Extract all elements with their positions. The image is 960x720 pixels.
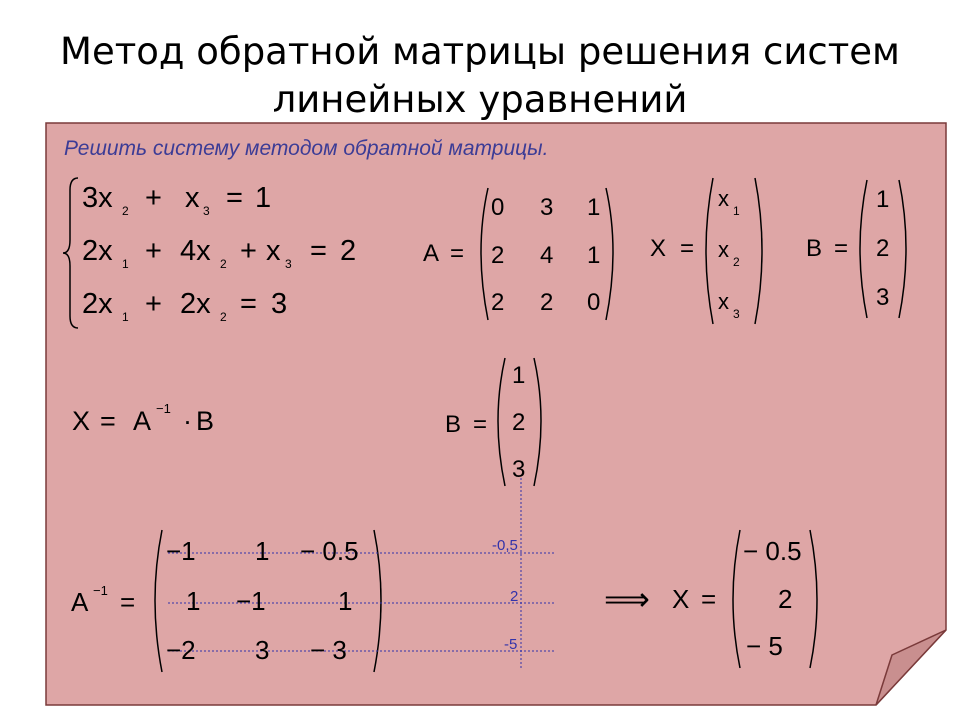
matrix-a-cell: 0	[587, 289, 601, 316]
eq1-term2: x	[185, 182, 200, 214]
matrix-a-cell: 2	[491, 242, 505, 269]
title-line-2: линейных уравнений	[272, 78, 688, 121]
inverse-cell: −2	[166, 635, 196, 665]
inverse-cell: − 0.5	[300, 536, 359, 566]
eq2-eq: =	[310, 235, 327, 267]
formula-x: X	[72, 406, 91, 436]
product-row-1: -0,5	[492, 537, 518, 554]
eq2-term3: x	[266, 235, 281, 267]
matrix-a-name: A	[423, 240, 440, 267]
vector-x-eq: =	[680, 235, 695, 262]
inverse-cell: 3	[255, 635, 270, 665]
eq3-eq: =	[240, 288, 257, 320]
product-row-3: -5	[504, 636, 518, 653]
formula-dot: ·	[183, 406, 192, 436]
inverse-cell: −1	[166, 536, 196, 566]
vector-x-sub: 3	[733, 307, 740, 321]
eq1-sub1: 2	[122, 204, 129, 218]
eq2-sub3: 3	[285, 257, 292, 271]
implies-arrow: ⟹	[604, 581, 650, 617]
inverse-name: A	[71, 587, 89, 617]
matrix-a-eq: =	[450, 240, 465, 267]
inverse-cell: −1	[236, 586, 266, 616]
formula-superscript: −1	[156, 401, 171, 416]
matrix-a-cell: 1	[587, 194, 601, 221]
eq3-op1: +	[145, 288, 162, 320]
result-value: 2	[778, 584, 793, 614]
vector-b2-name: B	[445, 411, 462, 438]
vector-b2-value: 3	[512, 456, 526, 483]
eq2-rhs: 2	[340, 235, 357, 267]
title-line-1: Метод обратной матрицы решения систем	[60, 30, 900, 73]
vector-b2-value: 1	[512, 362, 526, 389]
eq2-term2: 4x	[180, 235, 211, 267]
vector-x-var: x	[718, 237, 729, 262]
result-name: X	[672, 584, 690, 614]
formula-a: A	[133, 406, 152, 436]
eq1-rhs: 1	[255, 182, 272, 214]
eq1-term1: 3x	[82, 182, 113, 214]
eq3-sub1: 1	[122, 310, 129, 324]
inverse-eq: =	[120, 587, 136, 617]
vector-b-value: 2	[876, 235, 890, 262]
vector-b-eq: =	[834, 235, 849, 262]
eq3-rhs: 3	[271, 288, 288, 320]
vector-x-sub: 2	[733, 255, 740, 269]
result-value: − 5	[746, 631, 783, 661]
product-row-2: 2	[510, 588, 519, 605]
eq2-term1: 2x	[82, 235, 113, 267]
result-value: − 0.5	[743, 536, 802, 566]
eq2-op1: +	[145, 235, 162, 267]
eq2-sub1: 1	[122, 257, 129, 271]
formula-b: B	[196, 406, 215, 436]
inverse-cell: 1	[338, 586, 353, 616]
inverse-cell: 1	[186, 586, 201, 616]
eq3-term2: 2x	[180, 288, 211, 320]
matrix-a-cell: 1	[587, 242, 601, 269]
inverse-superscript: −1	[93, 583, 108, 598]
inverse-cell: 1	[255, 536, 270, 566]
matrix-a-cell: 0	[491, 194, 505, 221]
matrix-a-cell: 2	[540, 289, 554, 316]
matrix-a-cell: 3	[540, 194, 554, 221]
vector-b-value: 3	[876, 284, 890, 311]
eq2-sub2: 2	[220, 257, 227, 271]
eq1-sub2: 3	[203, 204, 210, 218]
eq1-eq: =	[226, 182, 243, 214]
eq3-sub2: 2	[220, 310, 227, 324]
eq1-op1: +	[145, 182, 162, 214]
vector-x-sub: 1	[733, 204, 740, 218]
inverse-cell: − 3	[310, 635, 347, 665]
eq3-term1: 2x	[82, 288, 113, 320]
vector-x-var: x	[718, 289, 729, 314]
vector-b-name: B	[806, 235, 823, 262]
matrix-a-cell: 4	[540, 242, 554, 269]
formula-eq: =	[100, 406, 116, 436]
vector-x-var: x	[718, 186, 729, 211]
matrix-a-cell: 2	[491, 289, 505, 316]
instruction-text: Решить систему методом обратной матрицы.	[64, 137, 549, 160]
vector-b2-value: 2	[512, 409, 526, 436]
eq2-op2: +	[240, 235, 257, 267]
result-eq: =	[701, 584, 717, 614]
vector-b2-eq: =	[473, 411, 488, 438]
vector-b-value: 1	[876, 186, 890, 213]
vector-x-name: X	[650, 235, 667, 262]
